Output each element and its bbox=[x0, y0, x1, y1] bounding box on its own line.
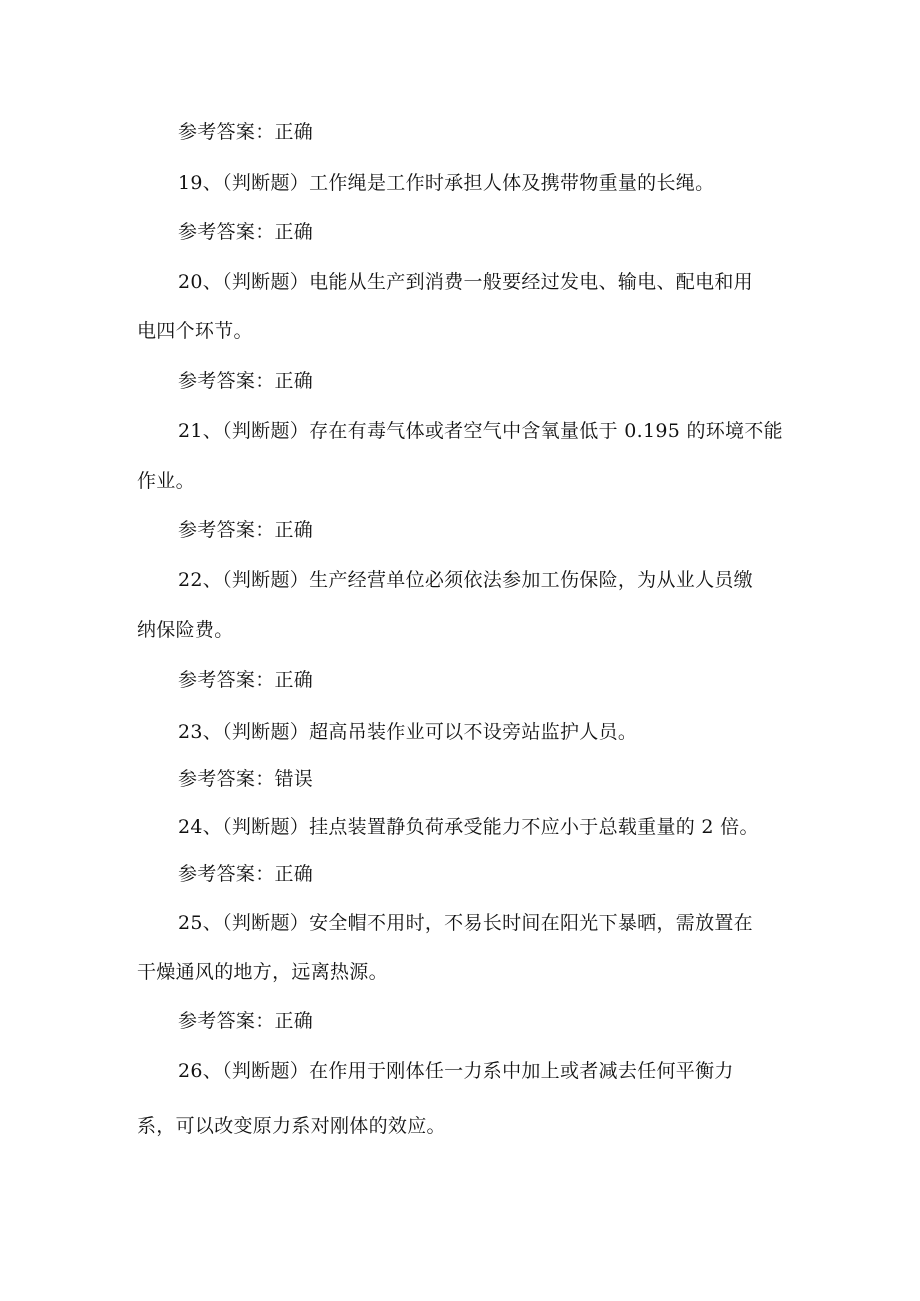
question-21: 21、（判断题）存在有毒气体或者空气中含氧量低于 0.195 的环境不能 bbox=[178, 420, 783, 442]
answer-line: 参考答案：正确 bbox=[178, 121, 314, 143]
question-24: 24、（判断题）挂点装置静负荷承受能力不应小于总载重量的 2 倍。 bbox=[178, 816, 759, 838]
question-25-cont: 干燥通风的地方，远离热源。 bbox=[137, 961, 388, 983]
question-20: 20、（判断题）电能从生产到消费一般要经过发电、输电、配电和用 bbox=[178, 271, 753, 293]
question-22: 22、（判断题）生产经营单位必须依法参加工伤保险，为从业人员缴 bbox=[178, 569, 753, 591]
question-26: 26、（判断题）在作用于刚体任一力系中加上或者减去任何平衡力 bbox=[178, 1060, 734, 1082]
answer-line: 参考答案：正确 bbox=[178, 370, 314, 392]
question-22-cont: 纳保险费。 bbox=[137, 619, 234, 641]
question-26-cont: 系，可以改变原力系对刚体的效应。 bbox=[137, 1115, 446, 1137]
answer-line: 参考答案：错误 bbox=[178, 768, 314, 790]
question-23: 23、（判断题）超高吊装作业可以不设旁站监护人员。 bbox=[178, 721, 638, 743]
question-25: 25、（判断题）安全帽不用时，不易长时间在阳光下暴晒，需放置在 bbox=[178, 912, 753, 934]
question-20-cont: 电四个环节。 bbox=[137, 320, 253, 342]
question-21-cont: 作业。 bbox=[137, 470, 195, 492]
question-19: 19、（判断题）工作绳是工作时承担人体及携带物重量的长绳。 bbox=[178, 172, 715, 194]
answer-line: 参考答案：正确 bbox=[178, 669, 314, 691]
answer-line: 参考答案：正确 bbox=[178, 863, 314, 885]
answer-line: 参考答案：正确 bbox=[178, 221, 314, 243]
answer-line: 参考答案：正确 bbox=[178, 1010, 314, 1032]
answer-line: 参考答案：正确 bbox=[178, 519, 314, 541]
